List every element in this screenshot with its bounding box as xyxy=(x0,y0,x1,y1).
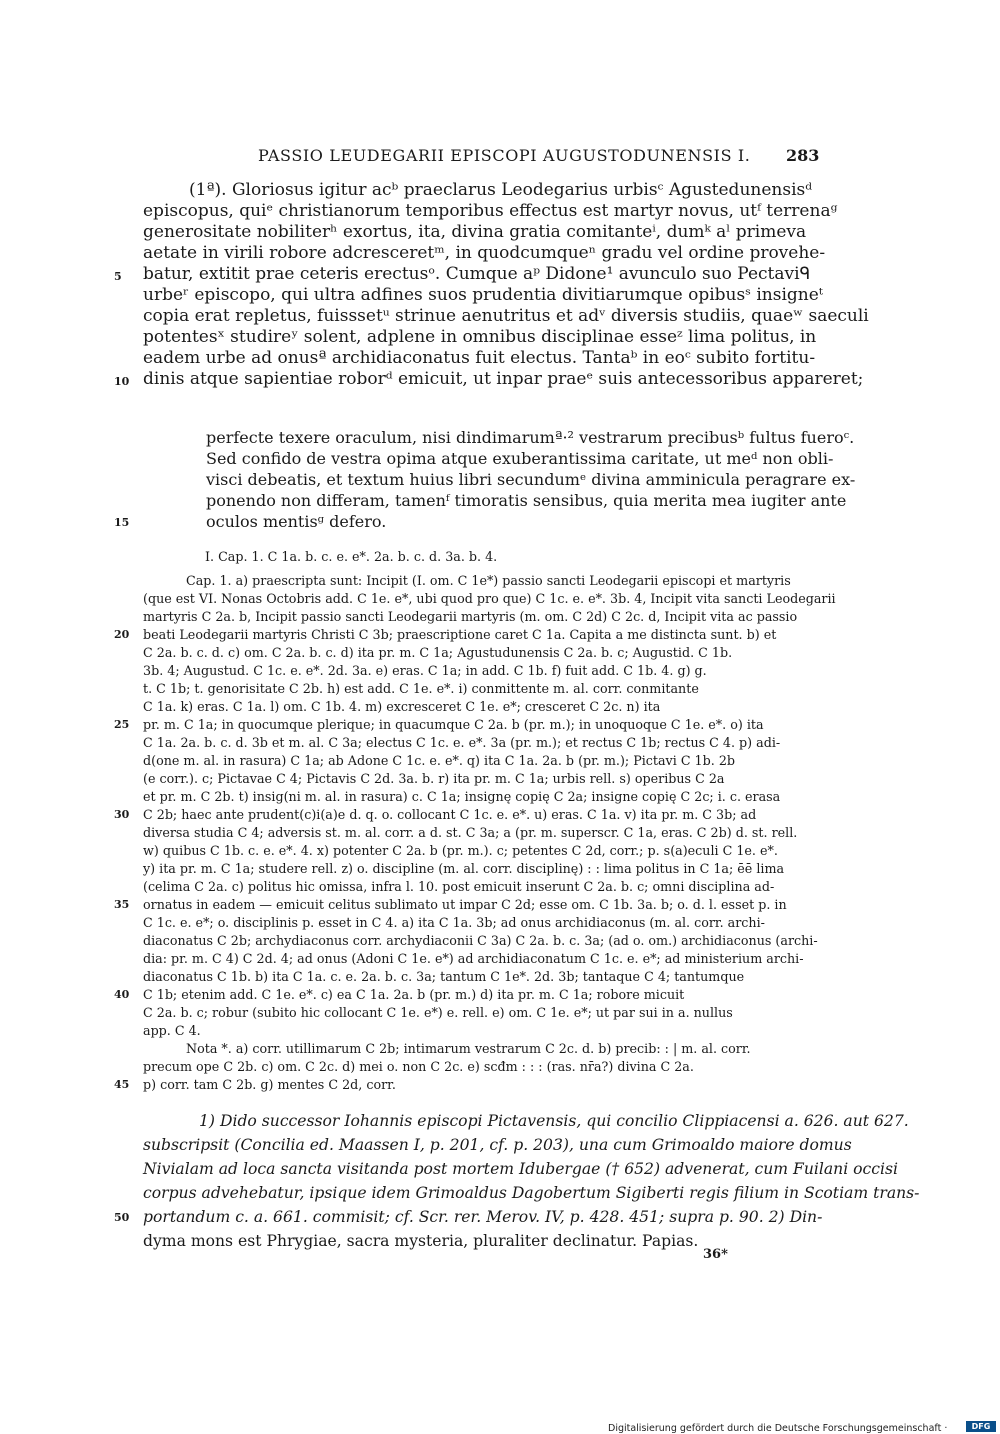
footnote-line: dyma mons est Phrygiae, sacra mysteria, pluraliter declinatur. Papias. xyxy=(143,1232,699,1250)
main-line: batur, extitit prae ceteris erectusᵒ. Cumque aᵖ Didone¹ avunculo suo Pectaviᑫ xyxy=(143,264,811,284)
apparatus-line: (celima C 2a. c) politus hic omissa, infra l. 10. post emicuit inserunt C 2a. b. c; omni disciplina ad- xyxy=(143,879,775,894)
main-line: episcopus, quiᵉ christianorum temporibus effectus est martyr novus, utᶠ terrenaᵍ xyxy=(143,201,838,221)
dfg-logo-icon: DFG xyxy=(966,1421,996,1432)
main-line: generositate nobiliterʰ exortus, ita, divina gratia comitanteⁱ, dumᵏ aˡ primeva xyxy=(143,222,807,242)
main-line: (1ª). Gloriosus igitur acᵇ praeclarus Leodegarius urbisᶜ Agustedunensisᵈ xyxy=(189,180,813,200)
main-line: copia erat repletus, fuisssetᵘ strinue aenutritus et adᵛ diversis studiis, quaeʷ saeculi xyxy=(143,306,869,326)
line-number: 40 xyxy=(114,988,130,1001)
prefatio-line: ponendo non differam, tamenᶠ timoratis sensibus, quia merita mea iugiter ante xyxy=(206,491,847,510)
apparatus-line: p) corr. tam C 2b. g) mentes C 2d, corr. xyxy=(143,1077,396,1092)
apparatus-line: Nota *. a) corr. utillimarum C 2b; intimarum vestrarum C 2c. d. b) precib: : | m. al. corr. xyxy=(186,1041,751,1056)
page-number: 283 xyxy=(786,146,820,165)
main-line: eadem urbe ad onusª archidiaconatus fuit electus. Tantaᵇ in eoᶜ subito fortitu- xyxy=(143,348,816,368)
apparatus-line: dia: pr. m. C 4) C 2d. 4; ad onus (Adoni C 1e. e*) ad archidiaconatum C 1c. e. e*; ad ministerium archi- xyxy=(143,951,804,966)
apparatus-line: I. Cap. 1. C 1a. b. c. e. e*. 2a. b. c. d. 3a. b. 4. xyxy=(205,549,498,564)
line-number: 35 xyxy=(114,898,130,911)
line-number: 30 xyxy=(114,808,130,821)
line-number: 20 xyxy=(114,628,130,641)
prefatio-line: oculos mentisᵍ defero. xyxy=(206,512,387,531)
apparatus-line: pr. m. C 1a; in quocumque plerique; in quacumque C 2a. b (pr. m.); in unoquoque C 1e. e*. o) ita xyxy=(143,717,764,732)
apparatus-line: C 1c. e. e*; o. disciplinis p. esset in C 4. a) ita C 1a. 3b; ad onus archidiaconus (m. al. corr. archi- xyxy=(143,915,765,930)
prefatio-line: visci debeatis, et textum huius libri secundumᵉ divina amminicula peragrare ex- xyxy=(206,470,856,489)
footnote-line: corpus advehebatur, ipsique idem Grimoaldus Dagobertum Sigiberti regis filium in Scotiam trans- xyxy=(143,1184,920,1202)
apparatus-line: martyris C 2a. b, Incipit passio sancti Leodegarii martyris (m. om. C 2d) C 2c. d, Incipit vita ac passio xyxy=(143,609,798,624)
apparatus-line: diaconatus C 2b; archydiaconus corr. archydiaconii C 3a) C 2a. b. c. 3a; (ad o. om.) archidiaconus (archi- xyxy=(143,933,818,948)
apparatus-line: C 1a. 2a. b. c. d. 3b et m. al. C 3a; electus C 1c. e. e*. 3a (pr. m.); et rectus C 1b; rectus C 4. p) adi- xyxy=(143,735,781,750)
signature-mark: 36* xyxy=(703,1247,728,1262)
main-line: urbeʳ episcopo, qui ultra adfines suos prudentia divitiarumque opibusˢ insigneᵗ xyxy=(143,285,823,305)
apparatus-line: C 2a. b. c; robur (subito hic collocant C 1e. e*) e. rell. e) om. C 1e. e*; ut par sui in a. nullus xyxy=(143,1005,733,1020)
line-number: 45 xyxy=(114,1078,130,1091)
main-line: aetate in virili robore adcresceretᵐ, in quodcumqueⁿ gradu vel ordine provehe- xyxy=(143,243,826,263)
apparatus-line: C 1b; etenim add. C 1e. e*. c) ea C 1a. 2a. b (pr. m.) d) ita pr. m. C 1a; robore micuit xyxy=(143,987,685,1002)
line-number: 5 xyxy=(114,270,122,283)
footnote-line: Nivialam ad loca sancta visitanda post mortem Idubergae († 652) advenerat, cum Fuilani occisi xyxy=(143,1160,898,1178)
line-number: 50 xyxy=(114,1211,130,1224)
apparatus-line: w) quibus C 1b. c. e. e*. 4. x) potenter C 2a. b (pr. m.). c; petentes C 2d, corr.; p. s(a)eculi C 1e. e*. xyxy=(143,843,778,858)
main-line: potentesˣ studireʸ solent, adplene in omnibus disciplinae esseᶻ lima politus, in xyxy=(143,327,817,347)
apparatus-line: beati Leodegarii martyris Christi C 3b; praescriptione caret C 1a. Capita a me distincta sunt. b) et xyxy=(143,627,777,642)
footnote-line: subscripsit (Concilia ed. Maassen I, p. 201, cf. p. 203), una cum Grimoaldo maiore domus xyxy=(143,1136,852,1154)
apparatus-line: (que est VI. Nonas Octobris add. C 1e. e*, ubi quod pro que) C 1c. e. e*. 3b. 4, Incipit vita sancti Leodegarii xyxy=(143,591,836,606)
main-line: dinis atque sapientiae roborᵈ emicuit, ut inpar praeᵉ suis antecessoribus appareret; xyxy=(143,369,864,389)
footnote-line: 1) Dido successor Iohannis episcopi Pictavensis, qui concilio Clippiacensi a. 626. aut 627. xyxy=(199,1112,909,1130)
apparatus-line: C 2a. b. c. d. c) om. C 2a. b. c. d) ita pr. m. C 1a; Agustudunensis C 2a. b. c; Augustid. C 1b. xyxy=(143,645,733,660)
apparatus-line: (e corr.). c; Pictavae C 4; Pictavis C 2d. 3a. b. r) ita pr. m. C 1a; urbis rell. s) operibus C 2a xyxy=(143,771,725,786)
apparatus-line: Cap. 1. a) praescripta sunt: Incipit (I. om. C 1e*) passio sancti Leodegarii episcopi et martyris xyxy=(186,573,791,588)
footnote-line: portandum c. a. 661. commisit; cf. Scr. rer. Merov. IV, p. 428. 451; supra p. 90. 2) Din- xyxy=(143,1208,823,1226)
apparatus-line: C 1a. k) eras. C 1a. l) om. C 1b. 4. m) excresceret C 1e. e*; cresceret C 2c. n) ita xyxy=(143,699,661,714)
apparatus-line: et pr. m. C 2b. t) insig(ni m. al. in rasura) c. C 1a; insignę copię C 2a; insigne copię C 2c; i. c. erasa xyxy=(143,789,781,804)
digitization-credit: Digitalisierung gefördert durch die Deutsche Forschungsgemeinschaft · xyxy=(608,1423,948,1434)
apparatus-line: 3b. 4; Augustud. C 1c. e. e*. 2d. 3a. e) eras. C 1a; in add. C 1b. f) fuit add. C 1b. 4. g) g. xyxy=(143,663,707,678)
line-number: 25 xyxy=(114,718,130,731)
prefatio-line: Sed confido de vestra opima atque exuberantissima caritate, ut meᵈ non obli- xyxy=(206,449,834,468)
apparatus-line: ornatus in eadem — emicuit celitus sublimato ut impar C 2d; esse om. C 1b. 3a. b; o. d. l. esset p. in xyxy=(143,897,787,912)
apparatus-line: t. C 1b; t. genorisitate C 2b. h) est add. C 1e. e*. i) conmittente m. al. corr. conmitante xyxy=(143,681,699,696)
apparatus-line: d(one m. al. in rasura) C 1a; ab Adone C 1c. e. e*. q) ita C 1a. 2a. b (pr. m.); Pictavi C 1b. 2b xyxy=(143,753,736,768)
apparatus-line: diaconatus C 1b. b) ita C 1a. c. e. 2a. b. c. 3a; tantum C 1e*. 2d. 3b; tantaque C 4; tantumque xyxy=(143,969,745,984)
line-number: 15 xyxy=(114,516,130,529)
apparatus-line: precum ope C 2b. c) om. C 2c. d) mei o. non C 2c. e) scđm : : : (ras. nr̄a?) divina C 2a. xyxy=(143,1059,694,1074)
apparatus-line: app. C 4. xyxy=(143,1023,201,1038)
apparatus-line: C 2b; haec ante prudent(c)i(a)e d. q. o. collocant C 1c. e. e*. u) eras. C 1a. v) ita pr. m. C 3b; ad xyxy=(143,807,757,822)
prefatio-line: perfecte texere oraculum, nisi dindimarumª·² vestrarum precibusᵇ fultus fueroᶜ. xyxy=(206,428,855,447)
line-number: 10 xyxy=(114,375,130,388)
running-head: PASSIO LEUDEGARII EPISCOPI AUGUSTODUNENSIS I. xyxy=(258,146,751,165)
apparatus-line: y) ita pr. m. C 1a; studere rell. z) o. discipline (m. al. corr. disciplinę) : : lima politus in C 1a; ēē lima xyxy=(143,861,785,876)
apparatus-line: diversa studia C 4; adversis st. m. al. corr. a d. st. C 3a; a (pr. m. superscr. C 1a, eras. C 2b) d. st. rell. xyxy=(143,825,798,840)
